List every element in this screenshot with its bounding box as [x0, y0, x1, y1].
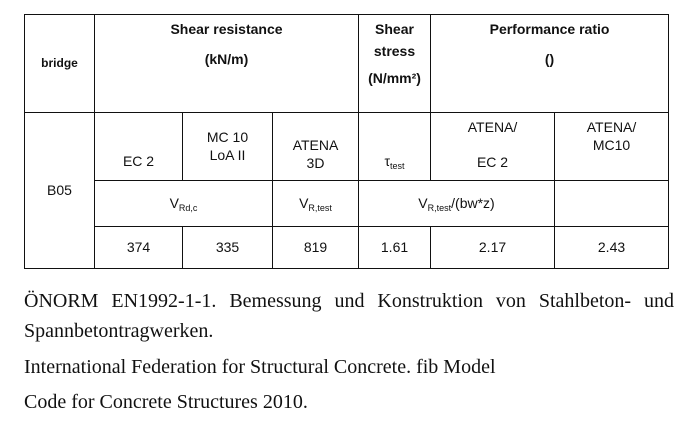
subheader-ec2-label: EC 2 [122, 152, 155, 169]
header-shear-resistance-title: Shear resistance [170, 21, 283, 37]
results-table-container [24, 14, 668, 268]
header-performance-ratio [431, 15, 669, 113]
subheader-atena-ec2-line1: ATENA/ [467, 119, 518, 135]
subheader-mc10-line1: MC 10 [206, 129, 249, 145]
bridge-id-cell [25, 113, 95, 269]
subheader-atena3d [273, 113, 359, 181]
value-ratio-mc10: 2.43 [555, 227, 669, 269]
symbol-ratio-main: V [418, 194, 428, 211]
value-mc10: 335 [183, 227, 273, 269]
references [24, 286, 674, 417]
symbol-ratio [359, 181, 555, 227]
table-values-row [25, 227, 669, 269]
symbol-ratio-tail: /(bw*z) [451, 194, 495, 211]
header-shear-stress-unit: (N/mm²) [368, 70, 421, 86]
subheader-atena-mc10 [555, 113, 669, 181]
subheader-mc10 [183, 113, 273, 181]
reference-onorm: ÖNORM EN1992-1-1. Bemessung und Konstruktion von Stahlbeton- und Spannbetontragwerken. [24, 290, 674, 342]
subheader-ec2 [95, 113, 183, 181]
subheader-atena3d-line2: 3D [306, 154, 325, 171]
symbol-vrtest [273, 181, 359, 227]
value-ec2: 374 [95, 227, 183, 269]
subheader-atena-mc10-line1: ATENA/ [586, 119, 637, 135]
reference-fib-line2: Code for Concrete Structures 2010. [24, 391, 308, 413]
symbol-vrtest-sub: R,test [308, 202, 332, 213]
reference-fib-line1: International Federation for Structural Concrete. fib Model [24, 356, 496, 378]
symbol-vrdc-main: V [169, 194, 179, 211]
value-tau: 1.61 [359, 227, 431, 269]
symbol-empty-cell [555, 181, 669, 227]
table-subheader-row [25, 113, 669, 181]
header-bridge-label: bridge [41, 56, 78, 70]
symbol-vrtest-main: V [299, 194, 309, 211]
header-shear-stress [359, 15, 431, 113]
symbol-ratio-sub: R,test [427, 202, 452, 213]
symbol-vrdc [95, 181, 273, 227]
header-shear-stress-line1: Shear [375, 21, 414, 37]
tau-symbol: τ [384, 152, 391, 169]
value-atena3d: 819 [273, 227, 359, 269]
symbol-vrdc-sub: Rd,c [178, 202, 198, 213]
subheader-tau-test [359, 113, 431, 181]
tau-subscript: test [390, 160, 405, 171]
shear-results-table [24, 14, 669, 269]
bridge-id: B05 [47, 181, 72, 198]
subheader-atena-mc10-line2: MC10 [592, 136, 631, 153]
table-symbol-row [25, 181, 669, 227]
value-ratio-ec2: 2.17 [431, 227, 555, 269]
header-shear-resistance-unit: (kN/m) [204, 50, 249, 67]
header-shear-stress-line2: stress [373, 42, 416, 59]
header-performance-ratio-unit: () [544, 50, 555, 67]
header-bridge [25, 15, 95, 113]
header-performance-ratio-title: Performance ratio [489, 21, 610, 37]
table-header-row [25, 15, 669, 113]
subheader-atena3d-line1: ATENA [292, 137, 339, 153]
subheader-atena-ec2 [431, 113, 555, 181]
subheader-atena-ec2-line2: EC 2 [476, 154, 509, 170]
subheader-mc10-line2: LoA II [209, 146, 246, 163]
header-shear-resistance [95, 15, 359, 113]
